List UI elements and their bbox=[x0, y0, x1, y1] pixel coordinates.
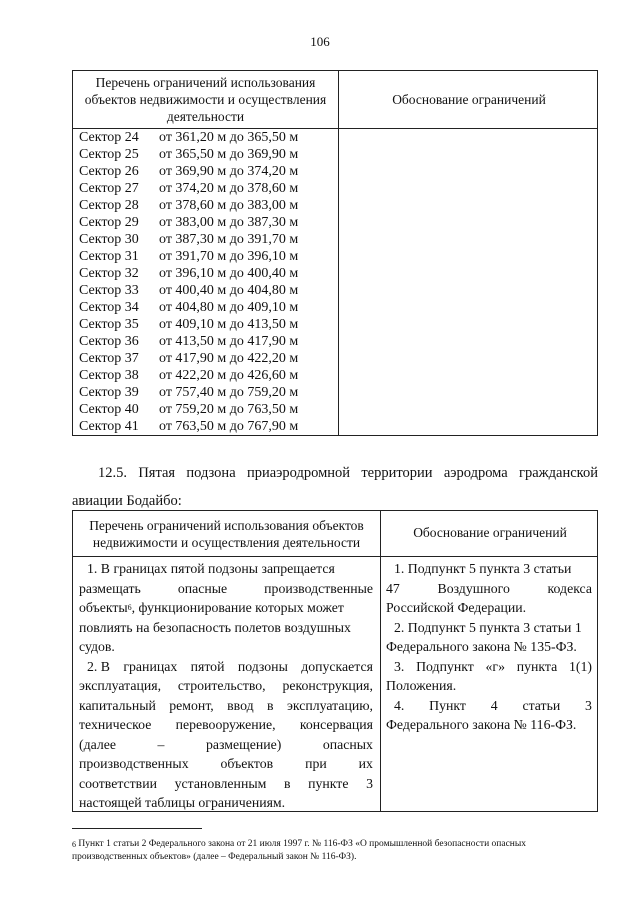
justification-cell bbox=[386, 559, 592, 735]
line-text: повлиять на безопасность полетов воздушных bbox=[79, 619, 351, 635]
sector-range: от 413,50 м до 417,90 м bbox=[159, 334, 299, 349]
word: эксплуатацию, bbox=[286, 697, 373, 713]
word: допускается bbox=[301, 658, 373, 674]
sector-range: от 422,20 м до 426,60 м bbox=[159, 368, 299, 383]
table-row bbox=[79, 333, 298, 350]
word: Пятая bbox=[138, 465, 176, 481]
sector-range: от 759,20 м до 763,50 м bbox=[159, 402, 299, 417]
text-line bbox=[386, 598, 592, 618]
text-line bbox=[79, 774, 373, 794]
sector-label: Сектор 40 bbox=[79, 402, 139, 417]
text-line bbox=[79, 618, 373, 638]
sector-label: Сектор 27 bbox=[79, 181, 139, 196]
table-row bbox=[79, 401, 298, 418]
header-restrictions: Перечень ограничений использования объектов недвижимости и осуществления деятельности bbox=[84, 75, 327, 124]
section-heading-line bbox=[72, 460, 598, 486]
sector-range: от 383,00 м до 387,30 м bbox=[159, 215, 299, 230]
table-row bbox=[79, 282, 298, 299]
table-row bbox=[79, 180, 298, 197]
word: Подпункт bbox=[416, 658, 474, 674]
word: приаэродромной bbox=[246, 465, 351, 481]
sector-range: от 763,50 м до 767,90 м bbox=[159, 419, 299, 434]
sector-label: Сектор 30 bbox=[79, 232, 139, 247]
text-line bbox=[79, 715, 373, 735]
word: опасных bbox=[322, 736, 373, 752]
text-line bbox=[386, 559, 592, 579]
word: аэродрома bbox=[443, 465, 508, 481]
footnote-mark: 6 bbox=[72, 840, 76, 849]
word: опасные bbox=[177, 580, 228, 596]
subzone5-table bbox=[72, 510, 598, 812]
sector-range: от 400,40 м до 404,80 м bbox=[159, 283, 299, 298]
word: 3 bbox=[366, 775, 373, 791]
word: строительство, bbox=[177, 678, 266, 693]
table-row bbox=[79, 129, 298, 146]
word: консервация bbox=[299, 717, 373, 732]
word: при bbox=[305, 756, 327, 771]
word: размещение) bbox=[205, 736, 282, 752]
sector-range: от 387,30 м до 391,70 м bbox=[159, 232, 299, 247]
word: 12.5. bbox=[98, 465, 127, 481]
word: 3 bbox=[585, 697, 592, 713]
text-line bbox=[386, 696, 592, 716]
text-line bbox=[79, 559, 373, 579]
text-line bbox=[79, 598, 373, 618]
sectors-table bbox=[72, 70, 598, 436]
sector-range: от 757,40 м до 759,20 м bbox=[159, 385, 299, 400]
table-row bbox=[79, 350, 298, 367]
word: производственных bbox=[79, 756, 189, 771]
text-line bbox=[79, 676, 373, 696]
text-line bbox=[386, 579, 592, 599]
header-restrictions: Перечень ограничений использования объектов недвижимости и осуществления деятельности bbox=[89, 518, 364, 550]
table-row bbox=[79, 418, 298, 435]
footnote-rule bbox=[72, 828, 202, 829]
word: 3. bbox=[394, 658, 405, 674]
sector-range: от 374,20 м до 378,60 м bbox=[159, 181, 299, 196]
sector-label: Сектор 28 bbox=[79, 198, 139, 213]
table-row bbox=[79, 265, 298, 282]
sector-label: Сектор 31 bbox=[79, 249, 139, 264]
word: «г» bbox=[485, 658, 505, 674]
word: производственные bbox=[264, 580, 373, 596]
line-text: 2. Подпункт 5 пункта 3 статьи 1 bbox=[394, 619, 582, 635]
word: размещать bbox=[79, 580, 141, 596]
word: ремонт, bbox=[169, 697, 214, 713]
word: 1(1) bbox=[568, 658, 592, 674]
word: пункте bbox=[308, 775, 349, 791]
restrictions-cell bbox=[79, 559, 373, 813]
text-line bbox=[79, 735, 373, 755]
word: границах bbox=[123, 658, 178, 674]
line-text: судов. bbox=[79, 639, 115, 654]
table-row bbox=[79, 214, 298, 231]
line-text: настоящей таблицы ограничениям. bbox=[79, 795, 286, 810]
word: гражданской bbox=[519, 465, 598, 481]
sector-range: от 391,70 м до 396,10 м bbox=[159, 249, 299, 264]
word: перевооружение, bbox=[175, 717, 276, 732]
footnote bbox=[72, 838, 598, 864]
sector-range: от 409,10 м до 413,50 м bbox=[159, 317, 299, 332]
sector-label: Сектор 33 bbox=[79, 283, 139, 298]
line-text: , функционирование которых может bbox=[131, 600, 344, 615]
word: (далее bbox=[79, 736, 116, 752]
word: 47 bbox=[386, 580, 400, 596]
text-line bbox=[386, 618, 592, 638]
sector-label: Сектор 25 bbox=[79, 147, 139, 162]
table-row bbox=[79, 367, 298, 384]
sector-range: от 378,60 м до 383,00 м bbox=[159, 198, 299, 213]
line-text: Федерального закона № 116-ФЗ. bbox=[386, 717, 577, 732]
table-row bbox=[79, 197, 298, 214]
header-justification: Обоснование ограничений bbox=[392, 92, 546, 107]
word: объектов bbox=[220, 756, 274, 771]
table-divider bbox=[73, 556, 597, 557]
word: пятой bbox=[190, 658, 225, 674]
word: эксплуатация, bbox=[79, 678, 162, 693]
sector-label: Сектор 34 bbox=[79, 300, 139, 315]
sector-range: от 365,50 м до 369,90 м bbox=[159, 147, 299, 162]
word: Воздушного bbox=[437, 580, 510, 596]
text-line bbox=[386, 637, 592, 657]
text-line bbox=[386, 715, 592, 735]
sector-label: Сектор 35 bbox=[79, 317, 139, 332]
word: кодекса bbox=[547, 580, 592, 596]
word: 2. В bbox=[87, 658, 110, 674]
word: Пункт bbox=[429, 697, 466, 713]
text-line bbox=[386, 676, 592, 696]
word: в bbox=[283, 775, 291, 791]
text-line bbox=[79, 696, 373, 716]
word: подзоны bbox=[237, 658, 288, 674]
word: капитальный bbox=[79, 697, 156, 713]
word: территории bbox=[361, 465, 433, 481]
word: – bbox=[157, 736, 165, 752]
sector-label: Сектор 37 bbox=[79, 351, 139, 366]
sector-rows bbox=[79, 129, 298, 435]
line-text: 1. Подпункт 5 пункта 3 статьи bbox=[394, 561, 572, 576]
word: техническое bbox=[79, 717, 152, 732]
table-row bbox=[79, 384, 298, 401]
word: реконструкция, bbox=[282, 678, 373, 693]
line-text: Федерального закона № 135-ФЗ. bbox=[386, 639, 577, 654]
sector-label: Сектор 29 bbox=[79, 215, 139, 230]
word: подзона bbox=[186, 465, 236, 481]
word: пункта bbox=[516, 658, 558, 674]
line-text: Российской Федерации. bbox=[386, 600, 527, 615]
sector-range: от 396,10 м до 400,40 м bbox=[159, 266, 299, 281]
sector-label: Сектор 39 bbox=[79, 385, 139, 400]
footnote-ref: 6 bbox=[127, 603, 132, 612]
section-heading-line: авиации Бодайбо: bbox=[72, 493, 182, 509]
word: 4. bbox=[394, 697, 405, 713]
sector-label: Сектор 24 bbox=[79, 130, 139, 145]
section-heading bbox=[72, 460, 598, 514]
sector-range: от 361,20 м до 365,50 м bbox=[159, 130, 299, 145]
sector-label: Сектор 38 bbox=[79, 368, 139, 383]
word: в bbox=[267, 697, 274, 713]
table-row bbox=[79, 146, 298, 163]
line-text: объекты bbox=[79, 600, 128, 615]
table-row bbox=[79, 299, 298, 316]
table-row bbox=[79, 231, 298, 248]
sector-range: от 404,80 м до 409,10 м bbox=[159, 300, 299, 315]
word: ввод bbox=[227, 697, 254, 713]
text-line bbox=[386, 657, 592, 677]
text-line bbox=[79, 754, 373, 774]
word: соответствии bbox=[79, 775, 157, 791]
page-number: 106 bbox=[310, 34, 330, 49]
sector-range: от 369,90 м до 374,20 м bbox=[159, 164, 299, 179]
table-row bbox=[79, 248, 298, 265]
line-text: 1. В границах пятой подзоны запрещается bbox=[87, 561, 335, 576]
word: установленным bbox=[174, 775, 267, 791]
table-divider bbox=[338, 71, 339, 435]
sector-label: Сектор 41 bbox=[79, 419, 139, 434]
word: статьи bbox=[522, 697, 561, 713]
sector-label: Сектор 36 bbox=[79, 334, 139, 349]
text-line bbox=[79, 793, 373, 813]
footnote-text: Пункт 1 статьи 2 Федерального закона от 21 июля 1997 г. № 116-ФЗ «О промышленной безопасности опасных производственных объектов» (далее – Федеральный закон № 116-ФЗ). bbox=[72, 839, 527, 862]
sector-label: Сектор 32 bbox=[79, 266, 139, 281]
word: 4 bbox=[490, 697, 498, 713]
sector-label: Сектор 26 bbox=[79, 164, 139, 179]
sector-range: от 417,90 м до 422,20 м bbox=[159, 351, 299, 366]
text-line bbox=[79, 579, 373, 599]
table-row bbox=[79, 163, 298, 180]
line-text: Положения. bbox=[386, 678, 457, 693]
text-line bbox=[79, 657, 373, 677]
word: их bbox=[358, 756, 373, 771]
table-row bbox=[79, 316, 298, 333]
text-line bbox=[79, 637, 373, 657]
header-justification: Обоснование ограничений bbox=[413, 525, 567, 540]
